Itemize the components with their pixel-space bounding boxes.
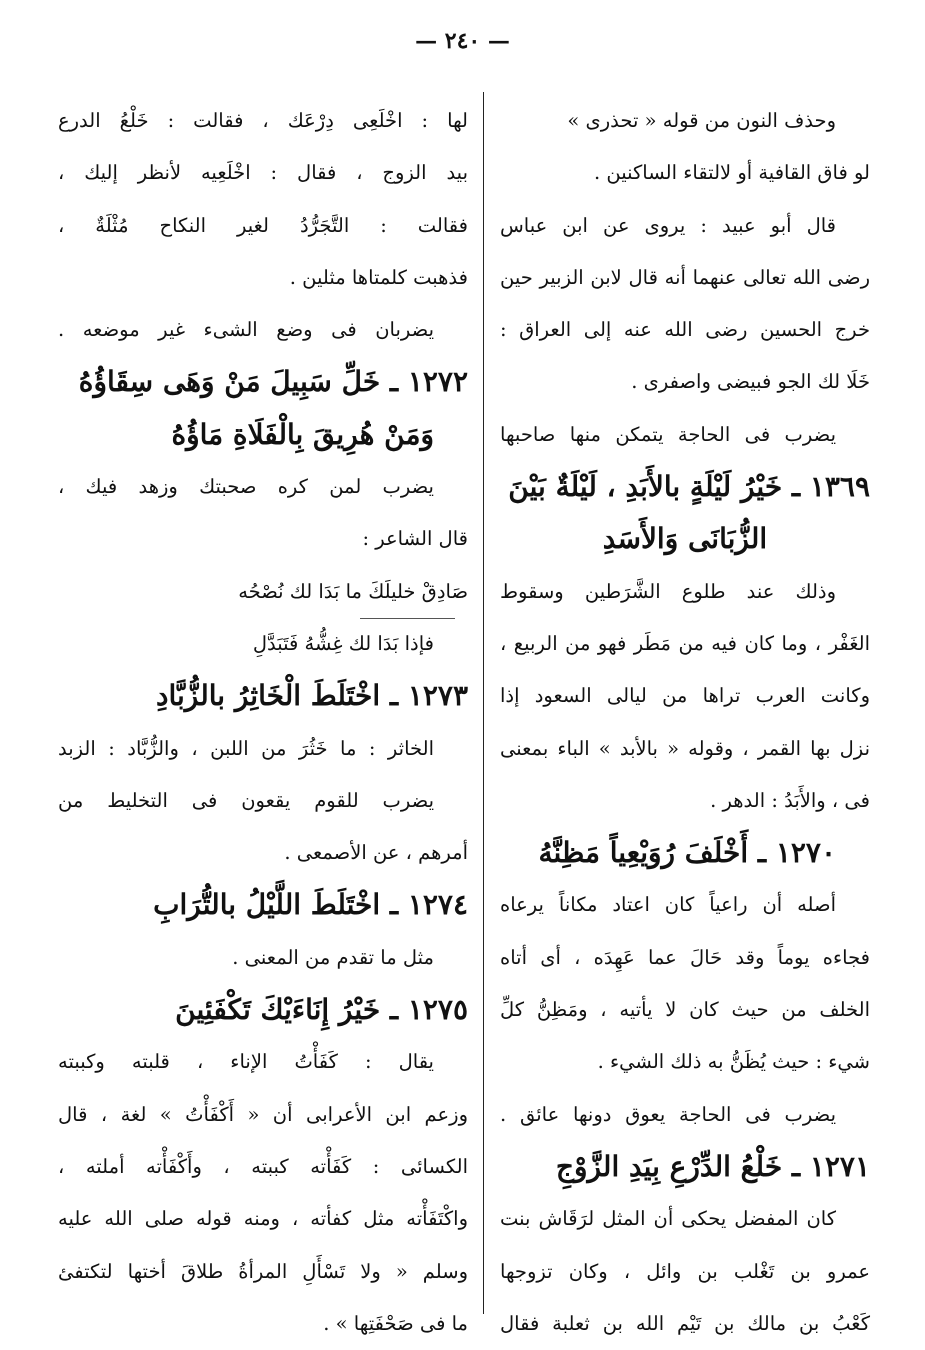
proverb-heading: ١٢٧٢ ـ خَلِّ سَبِيلَ مَنْ وَهَى سِقَاؤُهُ bbox=[78, 365, 468, 399]
text-line: أصله أن راعياً كان اعتاد مكاناً يرعاه bbox=[500, 893, 836, 917]
text-line: وكانت العرب تراها من ليالى السعود إذا bbox=[500, 684, 870, 708]
text-line: شيء : حيث يُظَنُّ به ذلك الشيء . bbox=[597, 1050, 870, 1074]
text-line: وحذف النون من قوله « تحذرى » bbox=[567, 109, 836, 132]
text-line: فذهبت كلمتاها مثلين . bbox=[289, 265, 468, 289]
proverb-heading: ١٢٧٠ ـ أَخْلَفَ رُوَيْعِياً مَظِنَّهُ bbox=[538, 836, 836, 870]
verse-rule bbox=[360, 618, 455, 619]
right-column bbox=[500, 95, 870, 1350]
text-line: الغَفْر ، وما كان فيه من مَطَر فهو من الربيع ، bbox=[500, 631, 870, 655]
text-line: لها : اخْلَعِى دِرْعَك ، فقالت : خَلْعُ الدرع bbox=[58, 109, 468, 132]
text-line: أمرهم ، عن الأصمعى . bbox=[284, 841, 468, 865]
proverb-heading: الزُّبَانَى وَالأَسَدِ bbox=[602, 522, 768, 556]
proverb-heading: ١٣٦٩ ـ خَيْرُ لَيْلَةٍ بالأَبَدِ ، لَيْلَةٌ بَيْنَ bbox=[508, 470, 870, 504]
text-line: الكسائى : كَفَأْته كببته ، وأَكْفَأْته أملته ، bbox=[58, 1154, 468, 1178]
text-line: يضرب فى الحاجة يعوق دونها عائق . bbox=[500, 1102, 836, 1126]
proverb-heading: وَمَنْ هُرِيقَ بِالْفَلَاةِ مَاؤُهُ bbox=[171, 417, 434, 451]
text-line: خرج الحسين رضى الله عنه إلى العراق : bbox=[500, 318, 870, 342]
text-line: فجاءه يوماً وقد حَالَ عما عَهِدَه ، أى أتاه bbox=[500, 945, 870, 969]
text-line: مثل ما تقدم من المعنى . bbox=[232, 945, 434, 969]
proverb-heading: ١٢٧٣ ـ اخْتَلَطَ الْخَاثِرُ بالزُّبَّادِ bbox=[156, 679, 468, 713]
text-line: كان المفضل يحكى أن المثل لرَقَاش بنت bbox=[500, 1207, 836, 1231]
left-column bbox=[58, 95, 468, 1350]
text-line: يقال : كَفَأْتُ الإناء ، قلبته وكببته bbox=[58, 1050, 434, 1074]
text-line: الخاثر : ما خَثُرَ من اللبن ، والزُّبَّاد : الزبد bbox=[58, 736, 434, 760]
page-number: — ٢٤٠ — bbox=[415, 28, 510, 54]
text-line: فى ، والأَبَدُ : الدهر . bbox=[710, 788, 870, 812]
text-line: خَلَا لك الجو فبيضى واصفرى . bbox=[631, 370, 870, 394]
proverb-heading: ١٢٧٤ ـ اخْتَلَطَ اللَّيْلُ بالتُّرَابِ bbox=[153, 888, 468, 922]
text-line: يضرب للقوم يقعون فى التخليط من bbox=[58, 788, 434, 812]
proverb-heading: ١٢٧١ ـ خَلْعُ الدِّرْعِ بِيَدِ الزَّوْجِ bbox=[555, 1149, 870, 1183]
text-line: يضربان فى وضع الشىء غير موضعه . bbox=[58, 318, 434, 342]
text-line: بيد الزوج ، فقال : اخْلَعِيه لأنظر إليك ، bbox=[58, 161, 468, 185]
text-line: يضرب لمن كره صحبتك وزهد فيك ، bbox=[58, 475, 434, 499]
text-line: عمرو بن تَغْلب بن وائل ، وكان تزوجها bbox=[500, 1259, 870, 1283]
text-line: وسلم « ولا تَسْأَلِ المرأةُ طلاقَ أختها لتكتفئ bbox=[58, 1259, 468, 1283]
text-line: رضى الله تعالى عنهما أنه قال لابن الزبير حين bbox=[500, 265, 870, 289]
text-line: وذلك عند طلوع الشَّرَطين وسقوط bbox=[500, 579, 836, 603]
text-line: ما فى صَحْفَتِها » . bbox=[323, 1311, 468, 1335]
text-line: لو فاق القافية أو لالتقاء الساكنين . bbox=[594, 161, 870, 185]
text-line: يضرب فى الحاجة يتمكن منها صاحبها bbox=[500, 422, 836, 446]
text-line: فقالت : التَّجَرُّدُ لغير النكاح مُثْلَةٌ ، bbox=[58, 213, 468, 237]
text-line: فإذا بَدَا لك غِشُّهُ فَتَبَدَّلِ bbox=[252, 631, 434, 655]
text-line: نزل بها القمر ، وقوله « بالأبد » الباء بمعنى bbox=[500, 736, 870, 760]
text-line: واكْتَفَأْته مثل كفأته ، ومنه قوله صلى الله عليه bbox=[58, 1207, 468, 1231]
text-line: قال أبو عبيد : يروى عن ابن عباس bbox=[500, 213, 836, 237]
text-line: وزعم ابن الأعرابى أن « أَكْفَأْتُ » لغة ، قال bbox=[58, 1102, 468, 1126]
text-line: صَادِقْ خليلَكَ ما بَدَا لك نُصْحُه bbox=[238, 579, 468, 603]
proverb-heading: ١٢٧٥ ـ خَيْرُ إِنَاءَيْكَ تَكْفَئِينَ bbox=[175, 993, 468, 1027]
text-line: كَعْبُ بن مالك بن تَيْم الله بن ثعلبة فقال bbox=[500, 1311, 870, 1335]
text-line: قال الشاعر : bbox=[362, 527, 468, 551]
column-divider bbox=[483, 92, 484, 1314]
text-line: الخلف من حيث كان لا يأتيه ، ومَظِنُّ كلِّ bbox=[500, 998, 870, 1022]
